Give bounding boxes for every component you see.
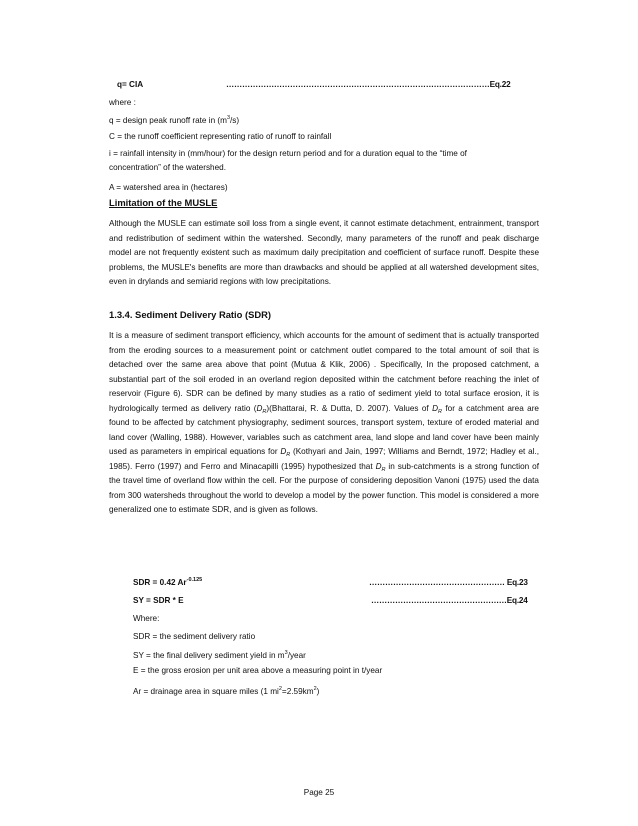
def-ar-mid: =2.59km (281, 687, 314, 696)
eq23-label: Eq.23 (506, 578, 528, 587)
eq24-leader: …………………………………………… (371, 596, 507, 605)
eq23-dots (369, 575, 528, 590)
def-q-pre: q = design peak runoff rate in (m (109, 116, 227, 125)
eq24-lhs: SY = SDR * E (133, 596, 184, 605)
dr-sub-4: R (381, 466, 386, 473)
def-c: C = the runoff coefficient representing ratio of runoff to rainfall (109, 132, 332, 141)
eq23-lhs (133, 575, 202, 590)
def-ar-sup2: 2 (313, 686, 317, 692)
dr-sub-1: R (262, 408, 267, 415)
def-i-line2: concentration” of the watershed. (109, 163, 226, 172)
where2-label: Where: (133, 614, 160, 623)
sdr-heading: 1.3.4. Sediment Delivery Ratio (SDR) (109, 309, 272, 320)
def-sy-sup: 3 (284, 650, 288, 656)
def-q-post: /s) (230, 116, 240, 125)
sdr-text-2: )(Bhattarai, R. & Dutta, D. 2007). Values of (266, 403, 433, 413)
def-sy-post: /year (287, 651, 306, 660)
def-a: A = watershed area in (hectares) (109, 183, 228, 192)
limitation-paragraph: Although the MUSLE can estimate soil loss from a single event, it cannot estimate detachment, entrainment, transport and redistribution of sediment within the watershed. Secondly, many parameters of the runoff and peak discharge model are not frequently existent such as maximum daily precipitation and coefficient of surface runoff. Despite these problems, the MUSLE's benefits are more than drawbacks and should be applied at all watershed development sites, even in drylands and semiarid regions with low precipitations. (109, 219, 539, 286)
sdr-text-1: It is a measure of sediment transport efficiency, which accounts for the amount of sediment that is actually transported from the eroding sources to a measurement point or catchment outlet compared to the total amount of soil that is detached over the same area above that point (Mutua & Klik, 2006) . Specifically, In the proposed catchment, a substantial part of the soil eroded in an overland region deposited within the catchment before reaching the inlet of reservoir (Figure 6). SDR can be defined by many studies as a ratio of sediment yield to total surface erosion, it is hydrologically termed as delivery ratio ( (109, 331, 539, 413)
sdr-text-5: in sub-catchments is a strong function of the travel time of overland flow within the cell. For the purpose of considering deposition Vanoni (1975) used the data from 300 watersheds throughout the world to develop a model by the power function. This model is considered a more generalized one to estimate SDR, and is given as follows. (109, 461, 539, 514)
eq23-leader: …………………………………………… (369, 578, 505, 587)
eq23-exponent: -0.125 (186, 577, 203, 583)
eq22-dots (226, 77, 510, 92)
def-sy (133, 648, 306, 663)
def-ar-sup1: 2 (278, 686, 282, 692)
def-q-sup: 3 (226, 115, 231, 121)
def-sy-pre: SY = the final delivery sediment yield in m (133, 651, 285, 660)
dr-symbol-1: D (256, 403, 263, 413)
sdr-text-3: for a catchment area are found to be affected by catchment physiography, sediment sources, transport system, texture of eroded material and land cover (Walling, 1988). However, variables such as catchment area, land slope and land cover have been mainly used as parameters in empirical equations for (109, 403, 539, 456)
eq24-dots (371, 593, 528, 608)
dr-sub-3: R (286, 452, 291, 458)
page-number: Page 25 (303, 788, 335, 797)
def-sdr: SDR = the sediment delivery ratio (133, 632, 256, 641)
eq22-leader: ……………………………………………………………………………………… (226, 80, 490, 89)
dr-symbol-4: D (375, 461, 382, 471)
eq22-label: Eq.22 (489, 80, 511, 89)
def-ar-pre: Ar = drainage area in square miles (1 mi (133, 687, 279, 696)
def-ar (133, 684, 319, 699)
sdr-text-4: (Kothyari and Jain, 1997; Williams and Berndt, 1972; Hadley et al., 1985). Ferro (1997) and Ferro and Minacapilli (1995) hypothesized that (109, 447, 540, 471)
eq22-lhs: q= CIA (117, 80, 144, 89)
eq24-label: Eq.24 (506, 596, 528, 605)
def-i-line1: i = rainfall intensity in (mm/hour) for the design return period and for a duration equal to the “time of (109, 149, 467, 158)
def-q (109, 113, 239, 128)
dr-symbol-2: D (432, 403, 438, 413)
where-label: where : (109, 98, 136, 107)
dr-sub-2: R (438, 408, 442, 415)
limitation-heading: Limitation of the MUSLE (109, 197, 218, 208)
eq23-lhs-text: SDR = 0.42 Ar (133, 578, 187, 587)
def-e: E = the gross erosion per unit area above a measuring point in t/year (133, 666, 383, 675)
def-ar-post: ) (316, 687, 320, 696)
dr-symbol-3: D (280, 447, 287, 456)
sdr-paragraph (109, 329, 539, 518)
